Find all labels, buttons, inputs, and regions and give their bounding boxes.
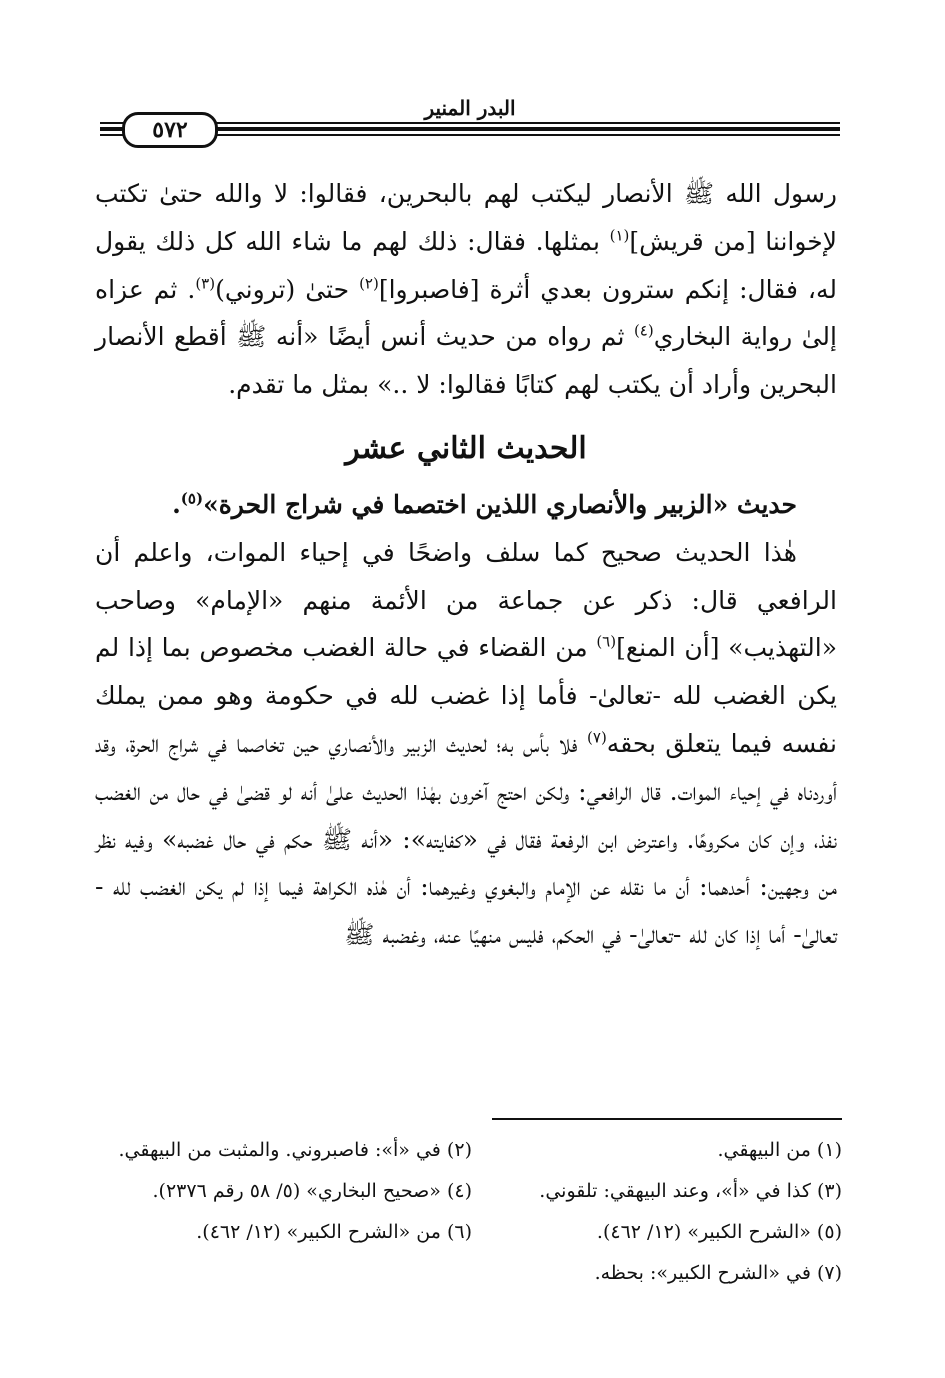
intro-text-4: . ثم عزاه إلىٰ رواية البخاري — [95, 274, 837, 352]
footnote-7: (٧) في «الشرح الكبير»: بحظه. — [594, 1262, 842, 1284]
footnote-5: (٥) «الشرح الكبير» (١٢/ ٤٦٢). — [596, 1221, 842, 1243]
intro-paragraph — [95, 170, 837, 409]
hadith-title-end: . — [172, 489, 181, 519]
intro-text-2: بمثلها. فقال: ذلك لهم ما شاء الله كل ذلك يقول له، فقال: إنكم سترون بعدي أثرة [فاصبروا] — [95, 226, 837, 304]
intro-text-5: ثم رواه من حديث أنس أيضًا «أنه ﷺ أقطع الأنصار البحرين وأراد أن يكتب لهم كتابًا فقالوا: لا ..» بمثل ما تقدم. — [95, 322, 837, 400]
hadith-title — [95, 481, 837, 529]
footnote-ref-5: (٥) — [180, 489, 204, 508]
footnote-row — [102, 1212, 842, 1253]
footnote-separator — [492, 1118, 842, 1120]
hadith-title-text: حديث «الزبير والأنصاري اللذين اختصما في شراج الحرة» — [203, 489, 797, 519]
footnote-ref-2: (٢) — [359, 274, 379, 293]
footnote-6: (٦) من «الشرح الكبير» (١٢/ ٤٦٢). — [196, 1221, 472, 1243]
running-title: البدر المنير — [424, 96, 516, 120]
footnote-1: (١) من البيهقي. — [717, 1139, 842, 1161]
footnote-ref-6: (٦) — [596, 633, 617, 652]
footnote-ref-4: (٤) — [633, 322, 654, 341]
page-number: ٥٧٢ — [122, 112, 218, 148]
footnote-row — [102, 1130, 842, 1171]
footnote-row — [102, 1171, 842, 1212]
footnote-ref-1: (١) — [609, 226, 630, 245]
discussion-text-2: من القضاء في حالة الغضب مخصوص بما إذا لم يكن الغضب لله -تعالىٰ- فأما إذا غضب لله في حكومة وهو ممن يملك نفسه فيما يتعلق بحقه — [95, 633, 837, 758]
intro-text-3: حتىٰ (تروني) — [215, 274, 360, 304]
page-header — [100, 92, 840, 144]
footnote-4: (٤) «صحيح البخاري» (٥/ ٥٨ رقم ٢٣٧٦). — [152, 1180, 472, 1202]
footnote-3: (٣) كذا في «أ»، وعند البيهقي: تلقوني. — [539, 1180, 842, 1202]
discussion-text-1: هٰذا الحديث صحيح كما سلف واضحًا في إحياء الموات، واعلم أن الرافعي قال: ذكر عن جماعة من الأئمة منهم «الإمام» وصاحب «التهذيب» [أن المنع] — [95, 537, 838, 663]
footnote-ref-3: (٣) — [195, 274, 216, 293]
discussion-paragraph — [95, 529, 837, 959]
section-heading: الحديث الثاني عشر — [345, 430, 587, 466]
footnote-ref-7: (٧) — [587, 728, 607, 747]
footnote-2: (٢) في «أ»: فاصبروني. والمثبت من البيهقي. — [118, 1139, 472, 1161]
intro-text-1: رسول الله ﷺ الأنصار ليكتب لهم بالبحرين، فقالوا: لا والله حتىٰ تكتب لإخواننا [من قريش] — [95, 179, 837, 256]
discussion-text-3: فلا بأس به؛ لحديث الزبير والأنصاري حين تخاصما في شراج الحرة، وقد أوردناه في إحياء الموات. قال الرافعي: ولكن احتج آخرون بهٰذا الحديث علىٰ أنه لو قضىٰ في حال من الغضب نفذ، وإن كان مكروهًا. واعترض ابن الرفعة فقال في «كفايته»: «أنه ﷺ حكم في حال غضبه» وفيه نظر من وجهين: أحدهما: أن ما نقله عن الإمام والبغوي وغيرهما: أن هٰذه الكراهة فيما إذا لم يكن الغضب لله - تعالىٰ- أما إذا كان لله -تعالىٰ- في الحكم، فليس منهيًا عنه، وغضبه ﷺ — [95, 728, 837, 950]
main-text — [95, 170, 837, 959]
footnotes — [102, 1130, 842, 1294]
